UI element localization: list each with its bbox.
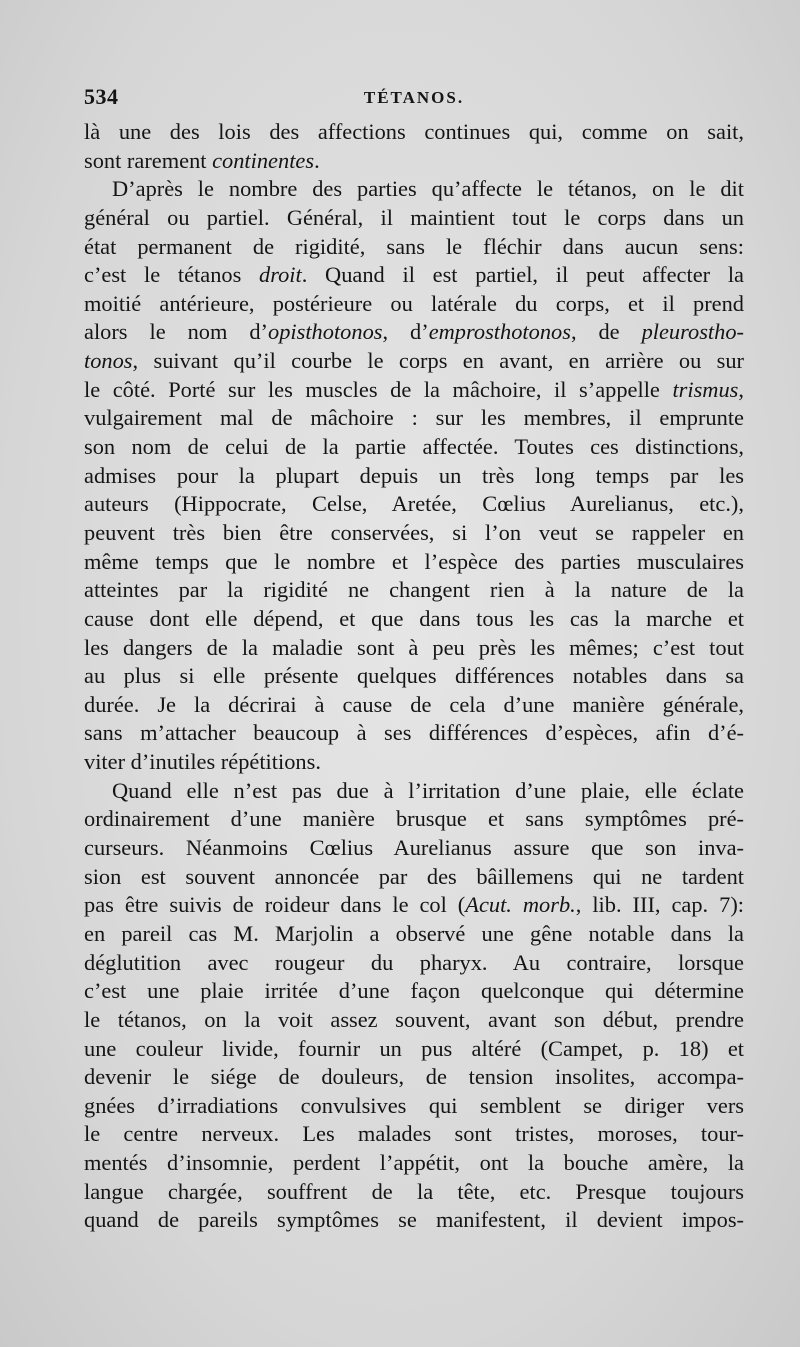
text-line [84, 691, 744, 720]
text-segment: , lib. III, cap. 7): [575, 892, 744, 918]
text-line [84, 462, 744, 491]
running-head: TÉTANOS. [363, 88, 465, 107]
italic-text: emprosthotonos [428, 319, 571, 345]
text-segment: général ou partiel. Général, il maintient tout le corps dans un [84, 204, 744, 230]
italic-text: droit [259, 262, 302, 288]
text-line [84, 175, 744, 204]
text-segment: quand de pareils symptômes se manifestent, il devient impos- [84, 1207, 744, 1233]
italic-text: opisthotonos [268, 319, 383, 345]
italic-text: trismus [672, 376, 739, 402]
text-segment: devenir le siége de douleurs, de tension insolites, accompa- [84, 1064, 744, 1090]
text-line [84, 662, 744, 691]
text-line [84, 605, 744, 634]
text-line [84, 805, 744, 834]
text-line [84, 376, 744, 405]
italic-text: Acut. morb. [465, 892, 576, 918]
text-line [84, 519, 744, 548]
text-segment: Quand elle n’est pas due à l’irritation d’une plaie, elle éclate [112, 777, 744, 803]
text-line [84, 1035, 744, 1064]
text-segment: , [738, 376, 744, 402]
body-text [84, 118, 744, 1235]
text-line [84, 1120, 744, 1149]
text-line [84, 548, 744, 577]
text-segment: même temps que le nombre et l’espèce des parties musculaires [84, 548, 744, 574]
text-segment: déglutition avec rougeur du pharyx. Au contraire, lorsque [84, 949, 744, 975]
text-segment: là une des lois des affections continues qui, comme on sait, [84, 119, 744, 144]
text-line [84, 1006, 744, 1035]
text-line [84, 576, 744, 605]
text-segment: , d’ [382, 319, 429, 345]
text-line [84, 719, 744, 748]
page-header [84, 84, 744, 114]
text-segment: le centre nerveux. Les malades sont tristes, moroses, tour- [84, 1121, 744, 1147]
text-line [84, 233, 744, 262]
text-line [84, 977, 744, 1006]
text-line [84, 1149, 744, 1178]
text-segment: D’après le nombre des parties qu’affecte le tétanos, on le dit [112, 176, 744, 202]
text-segment: alors le nom d’ [84, 319, 269, 345]
text-segment: mentés d’insomnie, perdent l’appétit, ont la bouche amère, la [84, 1150, 744, 1176]
text-segment: viter d’inutiles répétitions. [84, 749, 321, 775]
text-line [84, 634, 744, 663]
text-segment: son nom de celui de la partie affectée. Toutes ces distinctions, [84, 434, 744, 460]
text-segment: sion est souvent annoncée par des bâillemens qui ne tardent [84, 863, 744, 889]
text-line [84, 404, 744, 433]
text-line [84, 1092, 744, 1121]
text-segment: curseurs. Néanmoins Cœlius Aurelianus assure que son inva- [84, 835, 744, 861]
text-line [84, 204, 744, 233]
text-segment: durée. Je la décrirai à cause de cela d’une manière générale, [84, 691, 744, 717]
text-segment: les dangers de la maladie sont à peu près les mêmes; c’est tout [84, 634, 744, 660]
text-line [84, 748, 744, 777]
text-segment: atteintes par la rigidité ne changent rien à la nature de la [84, 577, 744, 603]
text-segment: vulgairement mal de mâchoire : sur les membres, il emprunte [84, 405, 744, 431]
text-segment: le côté. Porté sur les muscles de la mâchoire, il s’appelle [84, 376, 673, 402]
text-segment: moitié antérieure, postérieure ou latérale du corps, et il prend [84, 290, 744, 316]
text-line [84, 147, 744, 176]
text-line [84, 1063, 744, 1092]
text-segment: le tétanos, on la voit assez souvent, avant son début, prendre [84, 1006, 744, 1032]
text-line [84, 777, 744, 806]
text-segment: cause dont elle dépend, et que dans tous les cas la marche et [84, 605, 744, 631]
text-line [84, 261, 744, 290]
text-line [84, 891, 744, 920]
text-line [84, 863, 744, 892]
text-line [84, 490, 744, 519]
text-line [84, 290, 744, 319]
text-line [84, 1178, 744, 1207]
text-line [84, 318, 744, 347]
text-segment: sont rarement [84, 147, 213, 173]
text-segment: c’est une plaie irritée d’une façon quelconque qui détermine [84, 978, 744, 1004]
text-segment: c’est le tétanos [84, 262, 260, 288]
text-line [84, 920, 744, 949]
text-segment: , de [570, 319, 642, 345]
text-line [84, 118, 744, 147]
text-segment: auteurs (Hippocrate, Celse, Aretée, Cœlius Aurelianus, etc.), [84, 491, 744, 517]
text-segment: une couleur livide, fournir un pus altéré (Campet, p. 18) et [84, 1035, 744, 1061]
text-line [84, 1206, 744, 1235]
italic-text: pleurostho- [641, 319, 744, 345]
text-segment: , suivant qu’il courbe le corps en avant, en arrière ou sur [132, 348, 744, 374]
text-segment: gnées d’irradiations convulsives qui semblent se diriger vers [84, 1092, 744, 1118]
italic-text: continentes [212, 147, 315, 173]
text-segment: en pareil cas M. Marjolin a observé une gêne notable dans la [84, 920, 744, 946]
text-segment: ordinairement d’une manière brusque et sans symptômes pré- [84, 806, 744, 832]
text-line [84, 834, 744, 863]
text-segment: . [314, 147, 320, 173]
text-segment: langue chargée, souffrent de la tête, etc. Presque toujours [84, 1178, 744, 1204]
text-segment: état permanent de rigidité, sans le fléchir dans aucun sens: [84, 233, 744, 259]
italic-text: tonos [84, 348, 133, 374]
text-line [84, 347, 744, 376]
text-line [84, 949, 744, 978]
text-segment: . Quand il est partiel, il peut affecter la [301, 262, 744, 288]
text-line [84, 433, 744, 462]
text-segment: peuvent très bien être conservées, si l’on veut se rappeler en [84, 519, 744, 545]
text-segment: au plus si elle présente quelques différences notables dans sa [84, 663, 744, 689]
text-segment: pas être suivis de roideur dans le col ( [84, 892, 466, 918]
text-segment: sans m’attacher beaucoup à ses différences d’espèces, afin d’é- [84, 720, 744, 746]
text-segment: admises pour la plupart depuis un très long temps par les [84, 462, 744, 488]
page-number: 534 [84, 84, 119, 109]
